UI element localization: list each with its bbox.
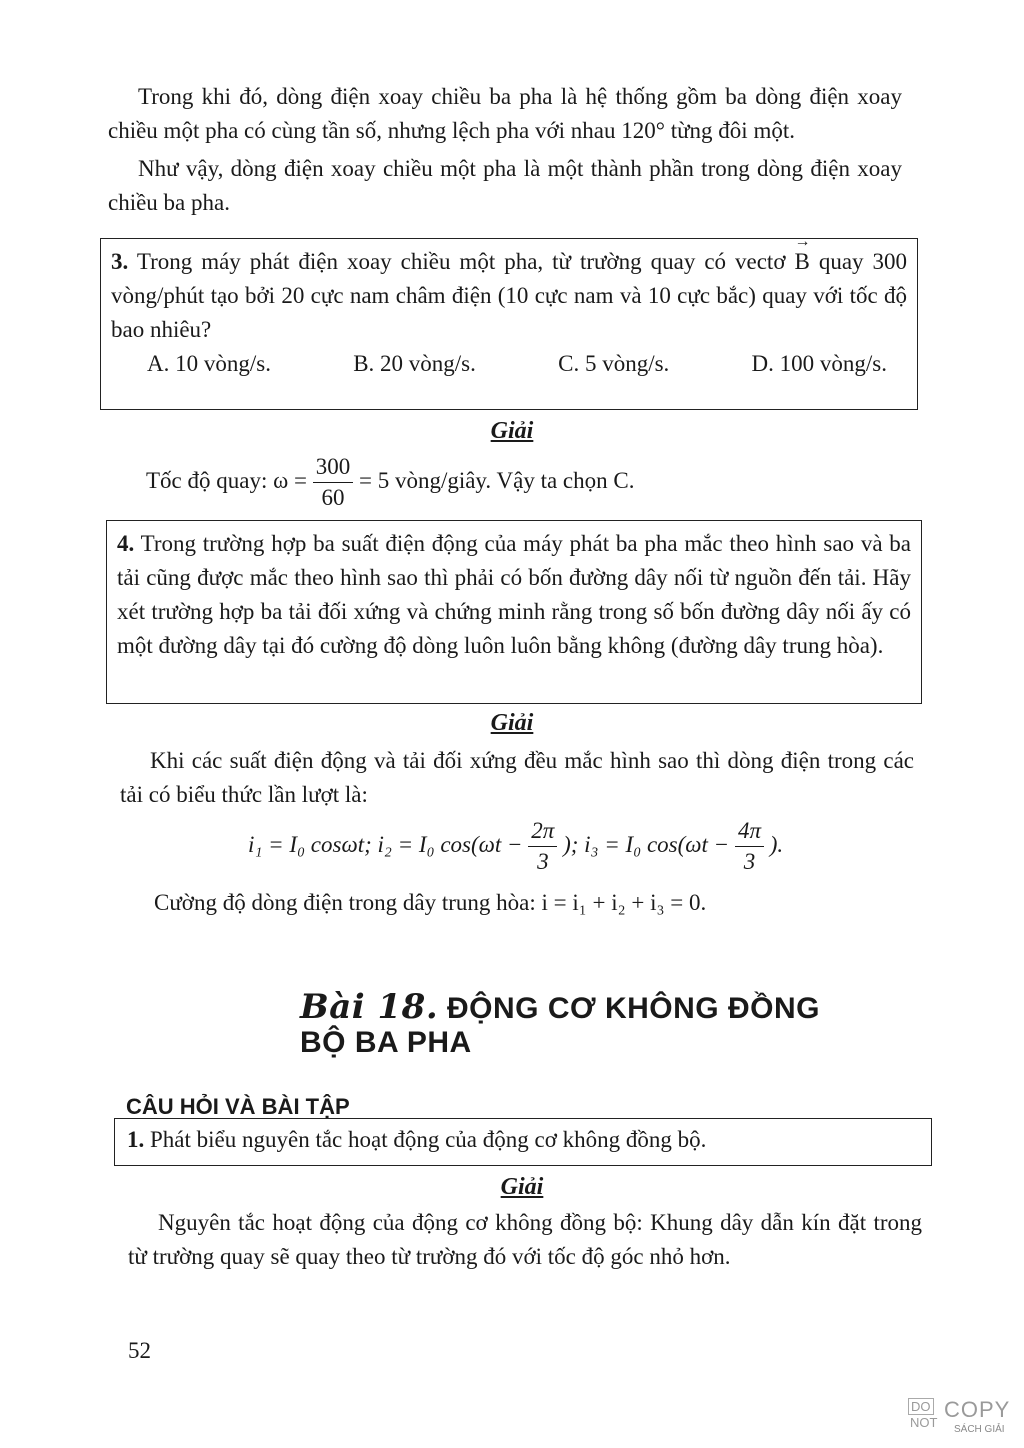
watermark-not: NOT	[910, 1415, 938, 1430]
question-4-number: 4.	[117, 531, 135, 556]
solution-heading-3: Giải	[490, 418, 534, 444]
question-1-box	[114, 1118, 932, 1166]
question-1-text: Phát biểu nguyên tắc hoạt động của động cơ không đồng bộ.	[150, 1127, 707, 1152]
watermark-logo	[908, 1397, 1011, 1440]
answer-4-equation	[248, 816, 888, 877]
equation-fraction-1	[528, 816, 557, 877]
watermark-brand: SÁCH GIẢI	[954, 1424, 1005, 1435]
intro-section	[108, 80, 902, 220]
option-c: C. 5 vòng/s.	[558, 351, 670, 376]
option-a: A. 10 vòng/s.	[147, 351, 271, 376]
equation-part-b: ); i₃ = I₀ cos(ωt −	[563, 831, 730, 857]
fraction-2-numerator: 4π	[735, 816, 764, 847]
section-heading: CÂU HỎI VÀ BÀI TẬP	[126, 1094, 350, 1119]
question-3-options	[111, 347, 907, 381]
fraction-1-denominator: 3	[537, 849, 549, 874]
equation-part-c: ).	[769, 831, 784, 857]
answer-1-text: Nguyên tắc hoạt động của động cơ không đồng bộ: Khung dây dẫn kín đặt trong từ trường quay sẽ quay theo từ trường đó với tốc độ góc nhỏ hơn.	[128, 1210, 922, 1269]
lesson-prefix: Bài 18.	[300, 987, 439, 1027]
question-3-text	[111, 245, 907, 347]
answer-1	[128, 1206, 922, 1274]
question-4-text	[117, 527, 911, 663]
question-4-body: Trong trường hợp ba suất điện động của máy phát ba pha mắc theo hình sao và ba tải cũng được mắc theo hình sao thì phải có bốn đường dây nối từ nguồn đến tải. Hãy xét trường hợp ba tải đối xứng và chứng minh rằng trong số bốn đường dây nối ấy có một đường dây tại đó cường độ dòng luôn luôn bằng không (đường dây trung hòa).	[117, 531, 911, 658]
vector-b-symbol: → B	[794, 245, 809, 279]
watermark-do: DO	[908, 1398, 934, 1415]
equation-part-a: i₁ = I₀ cosωt; i₂ = I₀ cos(ωt −	[248, 831, 523, 857]
question-3-box	[100, 238, 918, 410]
lesson-title	[300, 987, 860, 1060]
answer-4	[120, 744, 914, 812]
answer-3-prefix: Tốc độ quay: ω =	[146, 467, 307, 493]
solution-heading-1: Giải	[500, 1174, 544, 1200]
page-number: 52	[128, 1338, 151, 1363]
question-4-box	[106, 520, 922, 704]
answer-3-denominator: 60	[321, 485, 345, 510]
lesson-title-text: ĐỘNG CƠ KHÔNG ĐỒNG BỘ BA PHA	[300, 992, 820, 1059]
intro-paragraph-1: Trong khi đó, dòng điện xoay chiều ba pha là hệ thống gồm ba dòng điện xoay chiều một pha có cùng tần số, nhưng lệch pha với nhau 120° từng đôi một.	[108, 84, 902, 143]
question-3-text-b: quay 300 vòng/phút tạo bởi 20 cực nam châm điện (10 cực nam và 10 cực bắc) quay với tốc độ bao nhiêu?	[111, 249, 908, 342]
question-3-number: 3.	[111, 249, 129, 274]
answer-3-fraction	[313, 452, 354, 513]
option-b: B. 20 vòng/s.	[353, 351, 476, 376]
question-1-number: 1.	[127, 1127, 145, 1152]
intro-paragraph-2: Như vậy, dòng điện xoay chiều một pha là một thành phần trong dòng điện xoay chiều ba pha.	[108, 156, 902, 215]
fraction-2-denominator: 3	[743, 849, 756, 874]
question-3-text-a: Trong máy phát điện xoay chiều một pha, từ trường quay có vectơ	[136, 249, 786, 274]
option-d: D. 100 vòng/s.	[751, 351, 887, 376]
answer-3-numerator: 300	[313, 452, 354, 483]
equation-fraction-2	[735, 816, 764, 877]
answer-3-suffix: = 5 vòng/giây. Vậy ta chọn C.	[358, 467, 635, 493]
answer-4-paragraph-2: Cường độ dòng điện trong dây trung hòa: i = i₁ + i₂ + i₃ = 0.	[154, 890, 707, 915]
solution-heading-4: Giải	[490, 710, 534, 736]
fraction-1-numerator: 2π	[528, 816, 557, 847]
watermark-copy: COPY	[944, 1397, 1011, 1422]
answer-4-paragraph-1: Khi các suất điện động và tải đối xứng đều mắc hình sao thì dòng điện trong các tải có biểu thức lần lượt là:	[120, 748, 914, 807]
answer-3	[146, 452, 906, 513]
